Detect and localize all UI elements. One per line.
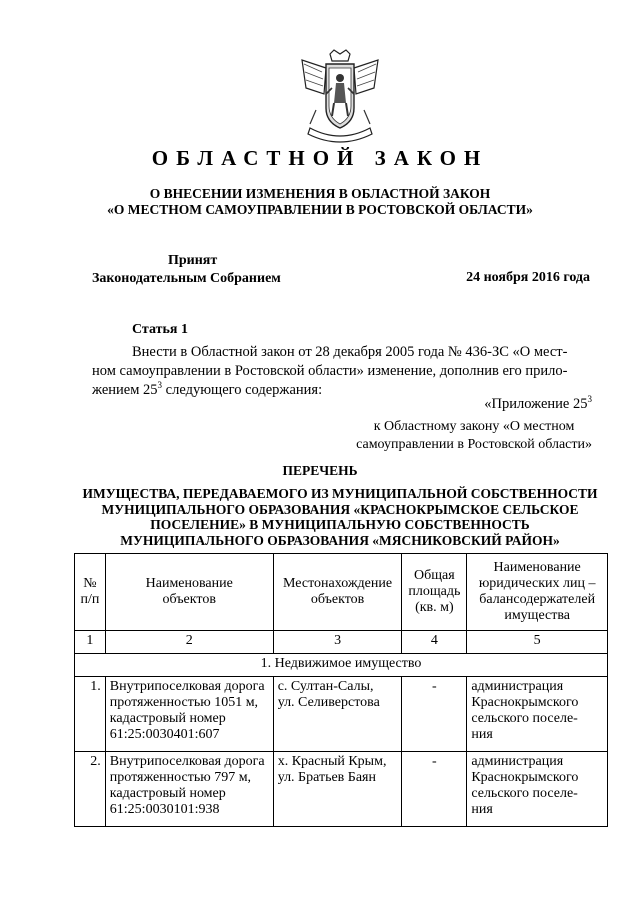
column-number: 5 <box>467 631 608 654</box>
header-line: Общая <box>414 568 455 583</box>
row-number: 1. <box>75 677 106 752</box>
object-area: - <box>402 677 467 752</box>
appendix-ref-line: к Областному закону «О местном <box>373 419 575 434</box>
section-row <box>75 654 608 677</box>
column-header-area <box>402 554 467 631</box>
table-row <box>75 677 608 752</box>
paragraph-text: следующего содержания: <box>162 382 323 398</box>
cell-line: х. Красный Крым, <box>277 754 387 769</box>
cell-line: протяженностью 1051 м, <box>109 695 259 710</box>
adopted-label: Принят <box>168 253 218 268</box>
header-line: объектов <box>162 592 216 607</box>
subtitle-line: О ВНЕСЕНИИ ИЗМЕНЕНИЯ В ОБЛАСТНОЙ ЗАКОН <box>149 186 491 201</box>
column-header-name <box>105 554 273 631</box>
law-subtitle <box>0 186 640 218</box>
list-title-line: ПОСЕЛЕНИЕ» В МУНИЦИПАЛЬНУЮ СОБСТВЕННОСТЬ <box>150 517 530 532</box>
subtitle-line: «О МЕСТНОМ САМОУПРАВЛЕНИИ В РОСТОВСКОЙ ОБЛАСТИ» <box>107 202 533 217</box>
column-number: 1 <box>75 631 106 654</box>
column-number: 4 <box>402 631 467 654</box>
object-holder <box>467 752 608 827</box>
header-line: Наименование <box>145 576 233 591</box>
paragraph-line: Внести в Областной закон от 28 декабря 2005 года № 436-ЗС «О мест- <box>132 344 568 360</box>
superscript: 3 <box>157 380 163 390</box>
table-row <box>75 752 608 827</box>
column-number-row <box>75 631 608 654</box>
header-line: площадь <box>408 584 461 599</box>
adopted-block <box>92 252 281 288</box>
header-line: объектов <box>310 592 365 607</box>
cell-line: Краснокрымского <box>471 770 579 785</box>
paragraph-line: ном самоуправлении в Ростовской области» изменение, дополнив его прило- <box>92 363 568 379</box>
object-name <box>105 677 273 752</box>
cell-line: сельского поселе- <box>471 711 578 726</box>
superscript: 3 <box>587 394 592 404</box>
table-header-row <box>75 554 608 631</box>
cell-line: Внутрипоселковая дорога <box>109 754 265 769</box>
object-location <box>273 752 402 827</box>
appendix-label <box>484 396 592 413</box>
cell-line: кадастровый номер <box>109 711 226 726</box>
appendix-reference <box>356 418 592 454</box>
cell-line: Краснокрымского <box>471 695 579 710</box>
cell-line: Внутрипоселковая дорога <box>109 679 265 694</box>
cell-line: ния <box>471 727 493 742</box>
cell-line: ния <box>471 802 493 817</box>
section-title: 1. Недвижимое имущество <box>75 654 608 677</box>
header-line: балансодержателей <box>479 592 596 607</box>
list-title-line: ИМУЩЕСТВА, ПЕРЕДАВАЕМОГО ИЗ МУНИЦИПАЛЬНОЙ СОБСТВЕННОСТИ <box>82 486 598 501</box>
header-line: (кв. м) <box>415 600 454 615</box>
header-line: Местонахождение <box>283 576 393 591</box>
object-name <box>105 752 273 827</box>
cell-line: 61:25:0030101:938 <box>109 802 220 817</box>
cell-line: с. Султан-Салы, <box>277 679 374 694</box>
cell-line: кадастровый номер <box>109 786 226 801</box>
column-header-holder <box>467 554 608 631</box>
adopted-date: 24 ноября 2016 года <box>466 270 590 285</box>
cell-line: администрация <box>471 754 564 769</box>
article-paragraph <box>92 343 592 400</box>
article-title: Статья 1 <box>132 322 188 337</box>
law-title: ОБЛАСТНОЙ ЗАКОН <box>151 146 489 170</box>
cell-line: протяженностью 797 м, <box>109 770 252 785</box>
cell-line: ул. Братьев Баян <box>277 770 376 785</box>
header-line: юридических лиц – <box>478 576 596 591</box>
header-line: Наименование <box>493 560 581 575</box>
list-title-line: МУНИЦИПАЛЬНОГО ОБРАЗОВАНИЯ «КРАСНОКРЫМСКОЕ СЕЛЬСКОЕ <box>101 501 579 517</box>
object-location <box>273 677 402 752</box>
appendix-text: «Приложение 25 <box>484 396 588 412</box>
column-number: 2 <box>105 631 273 654</box>
list-heading: ПЕРЕЧЕНЬ <box>282 463 358 478</box>
column-header-number <box>75 554 106 631</box>
coat-of-arms-icon <box>296 48 384 148</box>
object-area: - <box>402 752 467 827</box>
cell-line: сельского поселе- <box>471 786 578 801</box>
property-table <box>74 553 608 827</box>
header-line: п/п <box>80 592 100 607</box>
cell-line: ул. Селиверстова <box>277 695 380 710</box>
header-line: имущества <box>504 608 570 623</box>
cell-line: 61:25:0030401:607 <box>109 727 220 742</box>
column-header-location <box>273 554 402 631</box>
header-line: № <box>83 576 97 591</box>
cell-line: администрация <box>471 679 564 694</box>
adopted-body: Законодательным Собранием <box>92 271 281 286</box>
list-title-line: МУНИЦИПАЛЬНОГО ОБРАЗОВАНИЯ «МЯСНИКОВСКИЙ РАЙОН» <box>120 532 560 548</box>
appendix-ref-line: самоуправлении в Ростовской области» <box>356 437 592 452</box>
list-title <box>60 486 620 548</box>
column-number: 3 <box>273 631 402 654</box>
row-number: 2. <box>75 752 106 827</box>
paragraph-text: жением 25 <box>92 382 158 398</box>
object-holder <box>467 677 608 752</box>
